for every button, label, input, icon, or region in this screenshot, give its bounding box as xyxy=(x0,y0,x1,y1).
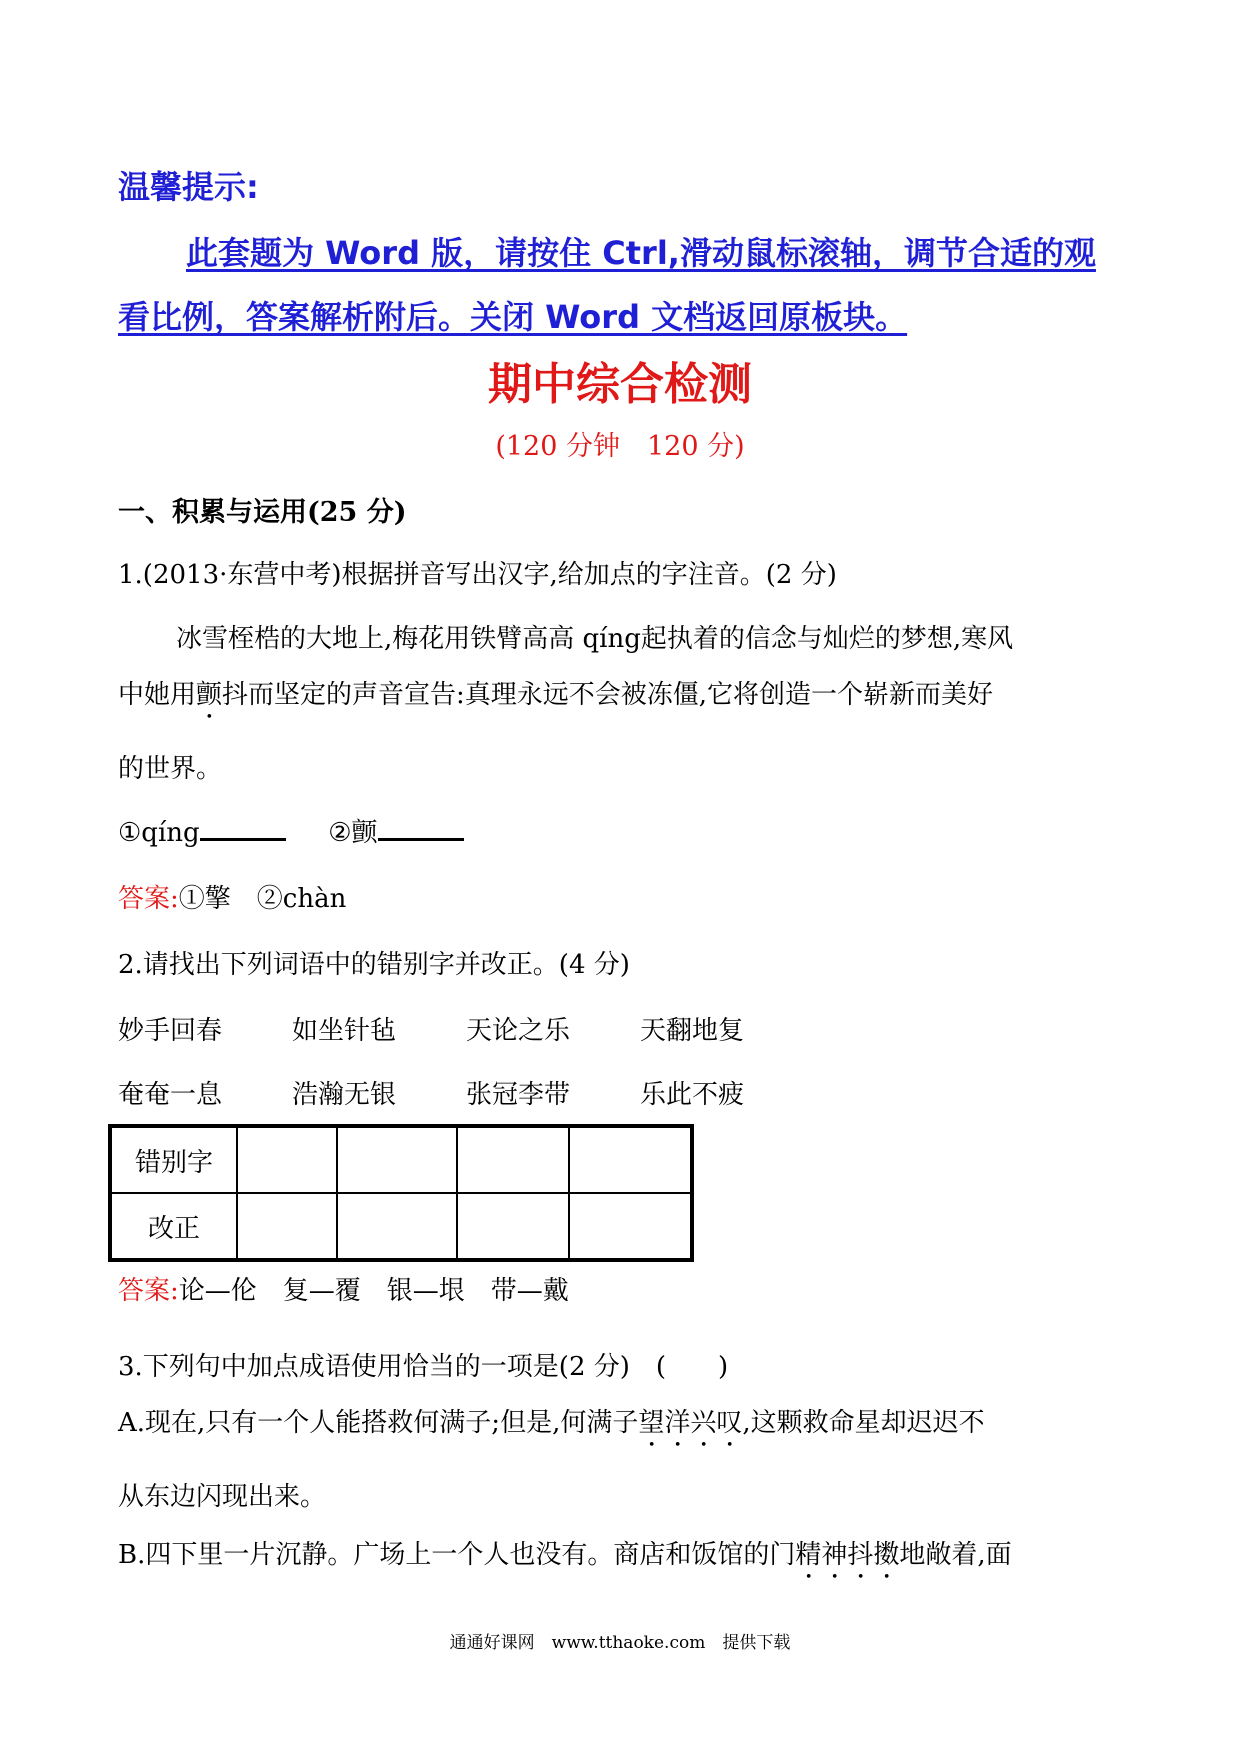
q2-word: 天论之乐 xyxy=(466,1016,571,1046)
table-row xyxy=(110,1193,692,1260)
blank-2-label: ②颤 xyxy=(328,818,378,848)
table-cell[interactable] xyxy=(337,1193,457,1260)
q1-answer xyxy=(118,878,346,915)
q2-word: 天翻地复 xyxy=(640,1016,745,1046)
page-subtitle: (120 分钟 120 分) xyxy=(495,431,745,462)
q2-word: 浩瀚无银 xyxy=(292,1080,397,1110)
table-cell[interactable] xyxy=(237,1193,337,1260)
q2-stem: 2.请找出下列词语中的错别字并改正。(4 分) xyxy=(118,950,630,980)
option-text: B.四下里一片沉静。广场上一个人也没有。商店和饭馆的门 xyxy=(118,1540,796,1570)
q3-option-a-line-1 xyxy=(118,1402,985,1453)
q1-stem: 1.(2013·东营中考)根据拼音写出汉字,给加点的字注音。(2 分) xyxy=(118,560,837,590)
option-text: A.现在,只有一个人能搭救何满子;但是,何满子 xyxy=(118,1408,639,1438)
notice-line-2: 看比例，答案解析附后。关闭 Word 文档返回原板块。 xyxy=(118,298,908,336)
answer-label: 答案: xyxy=(118,1276,179,1306)
dotted-idiom: 望洋兴叹 xyxy=(638,1408,743,1438)
q1-passage-text: 中她用 xyxy=(118,680,197,710)
q2-word: 奄奄一息 xyxy=(118,1080,223,1110)
q3-option-b-line-1 xyxy=(118,1534,1012,1585)
table-cell[interactable] xyxy=(569,1126,692,1193)
q3-stem: 3.下列句中加点成语使用恰当的一项是(2 分) ( ) xyxy=(118,1352,729,1382)
table-cell[interactable] xyxy=(337,1126,457,1193)
blank-1 xyxy=(200,816,286,841)
q2-word: 如坐针毡 xyxy=(292,1016,397,1046)
answer-text: 论—伦 复—覆 银—垠 带—戴 xyxy=(178,1276,569,1306)
table-cell[interactable] xyxy=(457,1193,569,1260)
notice-title: 温馨提示: xyxy=(118,168,259,206)
table-cell[interactable] xyxy=(457,1126,569,1193)
answer-text: ①擎 ②chàn xyxy=(178,884,347,914)
dotted-char: 颤 xyxy=(196,680,223,710)
answer-label: 答案: xyxy=(118,884,179,914)
table-cell[interactable] xyxy=(569,1193,692,1260)
blank-2 xyxy=(378,816,464,841)
q2-answer xyxy=(118,1270,569,1307)
option-text: ,这颗救命星却迟迟不 xyxy=(742,1408,985,1438)
q1-passage-line-1: 冰雪桎梏的大地上,梅花用铁臂高高 qíng起执着的信念与灿烂的梦想,寒风 xyxy=(176,624,1014,654)
q2-word: 妙手回春 xyxy=(118,1016,223,1046)
table-row-header: 错别字 xyxy=(110,1126,237,1193)
correction-table xyxy=(108,1124,694,1262)
q2-word: 张冠李带 xyxy=(466,1080,571,1110)
q1-passage-line-3: 的世界。 xyxy=(118,754,223,784)
q2-word: 乐此不疲 xyxy=(640,1080,745,1110)
section-heading: 一、积累与运用(25 分) xyxy=(118,497,407,528)
blank-1-label: ①qíng xyxy=(118,818,200,848)
q1-blanks xyxy=(118,812,464,849)
page-title: 期中综合检测 xyxy=(488,359,752,410)
table-row-header: 改正 xyxy=(110,1193,237,1260)
q3-option-a-line-2: 从东边闪现出来。 xyxy=(118,1482,327,1512)
page-footer: 通通好课网 www.tthaoke.com 提供下载 xyxy=(449,1633,791,1653)
dotted-idiom: 精神抖擞 xyxy=(795,1540,900,1570)
table-cell[interactable] xyxy=(237,1126,337,1193)
table-row xyxy=(110,1126,692,1193)
q1-passage-line-2 xyxy=(118,674,993,725)
q1-passage-text: 抖而坚定的声音宣告:真理永远不会被冻僵,它将创造一个崭新而美好 xyxy=(222,680,994,710)
notice-line-1: 此套题为 Word 版，请按住 Ctrl,滑动鼠标滚轴，调节合适的观 xyxy=(186,234,1096,272)
option-text: 地敞着,面 xyxy=(899,1540,1012,1570)
